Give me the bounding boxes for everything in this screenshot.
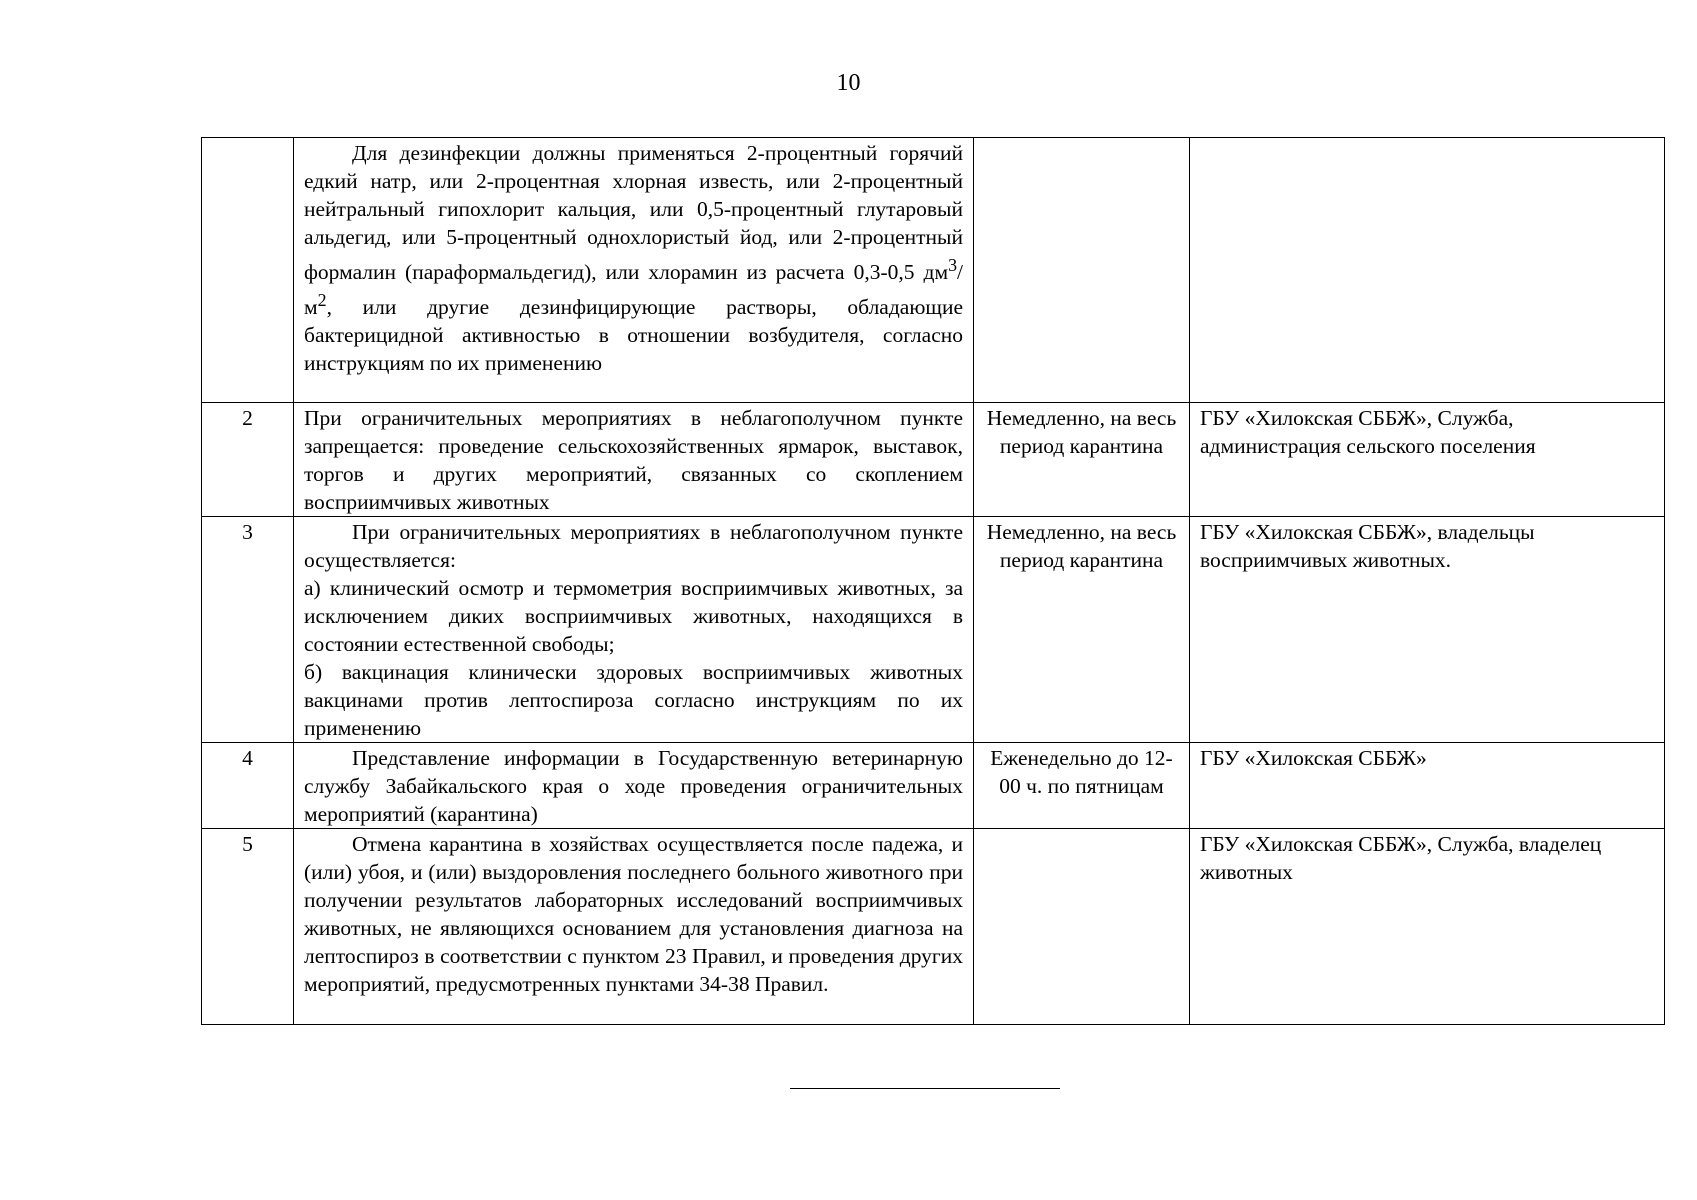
action-paragraph: Представление информации в Государственную ветеринарную службу Забайкальского края о ходе проведения ограничительных мероприятий (карантина)	[304, 746, 963, 826]
table-row	[202, 743, 1665, 829]
term-cell: Еженедельно до 12-00 ч. по пятницам	[974, 743, 1190, 829]
term-cell: Немедленно, на весь период карантина	[974, 517, 1190, 743]
responsible-cell	[1190, 138, 1665, 403]
table-row	[202, 829, 1665, 1025]
action-paragraph: При ограничительных мероприятиях в неблагополучном пункте запрещается: проведение сельскохозяйственных ярмарок, выставок, торгов и других мероприятий, связанных со скоплением восприимчивых животных	[304, 406, 963, 514]
action-paragraph: Отмена карантина в хозяйствах осуществляется после падежа, и (или) убоя, и (или) выздоровления последнего больного животного при получении результатов лабораторных исследований восприимчивых животных, не являющихся основанием для установления диагноза на лептоспироз в соответствии с пунктом 23 Правил, и проведения других мероприятий, предусмотренных пунктами 34-38 Правил.	[304, 832, 963, 996]
measures-table	[201, 137, 1665, 1025]
end-of-document-rule	[790, 1088, 1060, 1089]
action-cell	[294, 403, 974, 517]
responsible-cell: ГБУ «Хилокская СББЖ», Служба, администрация сельского поселения	[1190, 403, 1665, 517]
term-cell	[974, 138, 1190, 403]
row-number	[202, 138, 294, 403]
action-cell	[294, 138, 974, 403]
responsible-cell: ГБУ «Хилокская СББЖ»	[1190, 743, 1665, 829]
term-cell: Немедленно, на весь период карантина	[974, 403, 1190, 517]
action-paragraph: Для дезинфекции должны применяться 2-процентный горячий едкий натр, или 2-процентная хлорная известь, или 2-процентный нейтральный гипохлорит кальция, или 0,5-процентный глутаровый альдегид, или 5-процентный однохлористый йод, или 2-процентный формалин (параформальдегид), или хлорамин из расчета 0,3-0,5 $дм^3/м^2$, или другие дезинфицирующие растворы, обладающие бактерицидной активностью в отношении возбудителя, согласно инструкциям по их применению	[304, 141, 963, 376]
page-number: 10	[836, 70, 861, 96]
action-paragraph: При ограничительных мероприятиях в неблагополучном пункте осуществляется:	[304, 520, 963, 572]
action-cell	[294, 743, 974, 829]
table-row	[202, 138, 1665, 403]
row-number: 2	[202, 403, 294, 517]
action-paragraph: б) вакцинация клинически здоровых восприимчивых животных вакцинами против лептоспироза согласно инструкциям по их применению	[304, 660, 963, 740]
table-row	[202, 403, 1665, 517]
term-cell	[974, 829, 1190, 1025]
row-number: 4	[202, 743, 294, 829]
responsible-cell: ГБУ «Хилокская СББЖ», Служба, владелец животных	[1190, 829, 1665, 1025]
action-cell	[294, 517, 974, 743]
responsible-cell: ГБУ «Хилокская СББЖ», владельцы восприимчивых животных.	[1190, 517, 1665, 743]
action-paragraph: а) клинический осмотр и термометрия восприимчивых животных, за исключением диких восприимчивых животных, находящихся в состоянии естественной свободы;	[304, 576, 963, 656]
row-number: 5	[202, 829, 294, 1025]
action-cell	[294, 829, 974, 1025]
table-row	[202, 517, 1665, 743]
row-number: 3	[202, 517, 294, 743]
